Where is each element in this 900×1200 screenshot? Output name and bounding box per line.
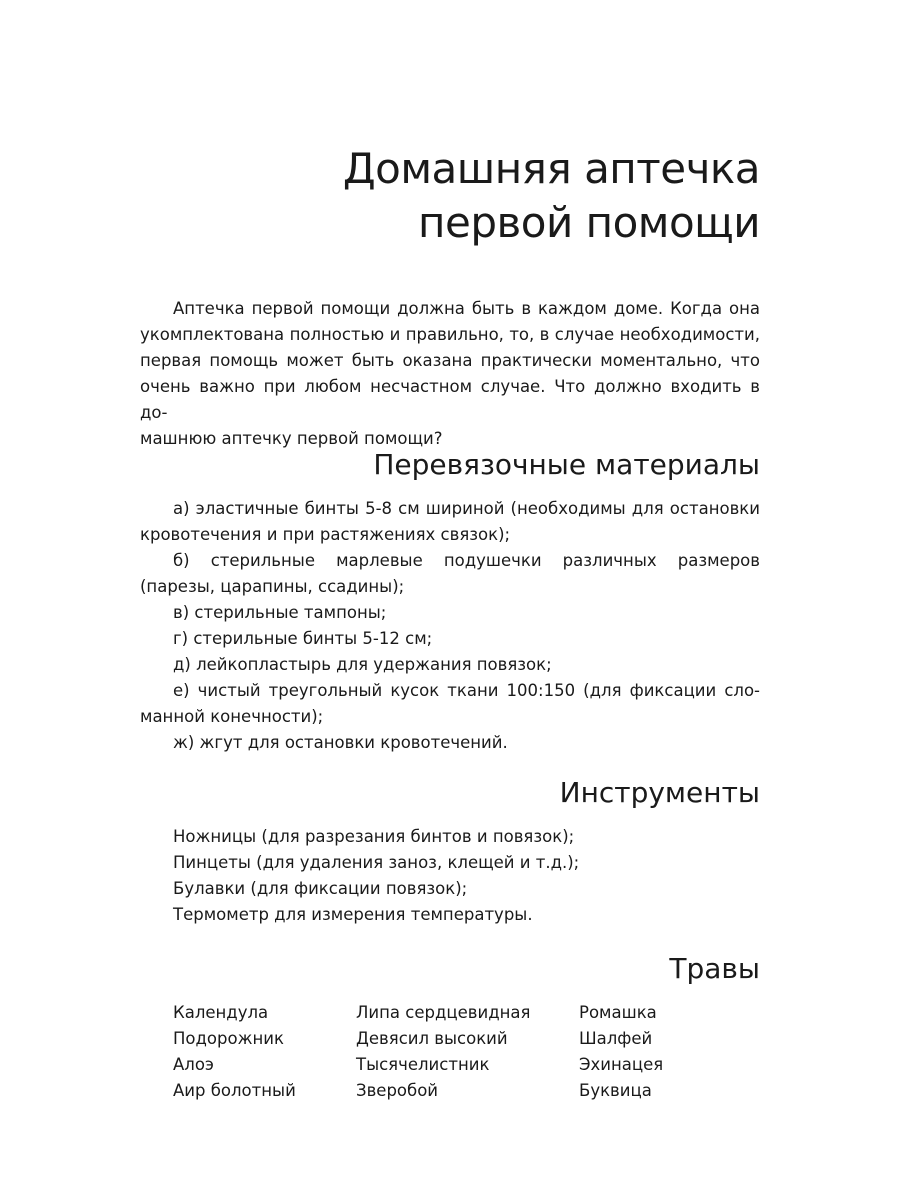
herb-item: Девясил высокий [356,1029,508,1048]
page-title-line-1: Домашняя аптечка [342,144,760,193]
intro-line: Аптечка первой помощи должна быть в каждом доме. Когда она [173,299,760,318]
section-heading-herbs: Травы [669,952,760,985]
herbs-column-2 [356,1000,579,1104]
section-heading-tools: Инструменты [559,776,760,809]
page-title-line-2: первой помощи [418,198,760,247]
list-item: д) лейкопластырь для удержания повязок; [173,655,552,674]
list-item: в) стерильные тампоны; [173,603,387,622]
herbs-column-1 [173,1000,356,1104]
herbs-column-3 [579,1000,760,1104]
page-title [140,142,760,250]
herbs-table [173,1000,760,1104]
tools-list [173,824,760,928]
list-item: Термометр для измерения температуры. [173,905,533,924]
intro-line: очень важно при любом несчастном случае. Что должно входить в до- [140,377,760,422]
intro-line: первая помощь может быть оказана практически моментально, что [140,351,760,370]
section-heading-dressing: Перевязочные материалы [373,448,760,481]
herb-item: Подорожник [173,1029,284,1048]
herb-item: Тысячелистник [356,1055,490,1074]
herb-item: Аир болотный [173,1081,296,1100]
herb-item: Календула [173,1003,269,1022]
list-item: Булавки (для фиксации повязок); [173,879,468,898]
intro-line: машнюю аптечку первой помощи? [140,429,443,448]
herb-item: Зверобой [356,1081,439,1100]
list-item: б) стерильные марлевые подушечки различных размеров (парезы, царапины, ссадины); [140,551,760,596]
list-item: Ножницы (для разрезания бинтов и повязок); [173,827,575,846]
dressing-list [140,496,760,756]
page [140,0,760,1200]
intro-paragraph [140,296,760,452]
list-item: е) чистый треугольный кусок ткани 100:150 (для фиксации сло-манной конечности); [140,681,760,726]
intro-line: укомплектована полностью и правильно, то, в случае необходимости, [140,325,760,344]
list-item: ж) жгут для остановки кровотечений. [173,733,508,752]
herb-item: Ромашка [579,1003,657,1022]
herb-item: Эхинацея [579,1055,664,1074]
herb-item: Липа сердцевидная [356,1003,531,1022]
herb-item: Алоэ [173,1055,214,1074]
list-item: Пинцеты (для удаления заноз, клещей и т.д.); [173,853,580,872]
list-item: г) стерильные бинты 5-12 см; [173,629,433,648]
herb-item: Буквица [579,1081,652,1100]
herb-item: Шалфей [579,1029,653,1048]
list-item: а) эластичные бинты 5-8 см шириной (необходимы для остановки кровотечения и при растяжениях связок); [140,499,760,544]
